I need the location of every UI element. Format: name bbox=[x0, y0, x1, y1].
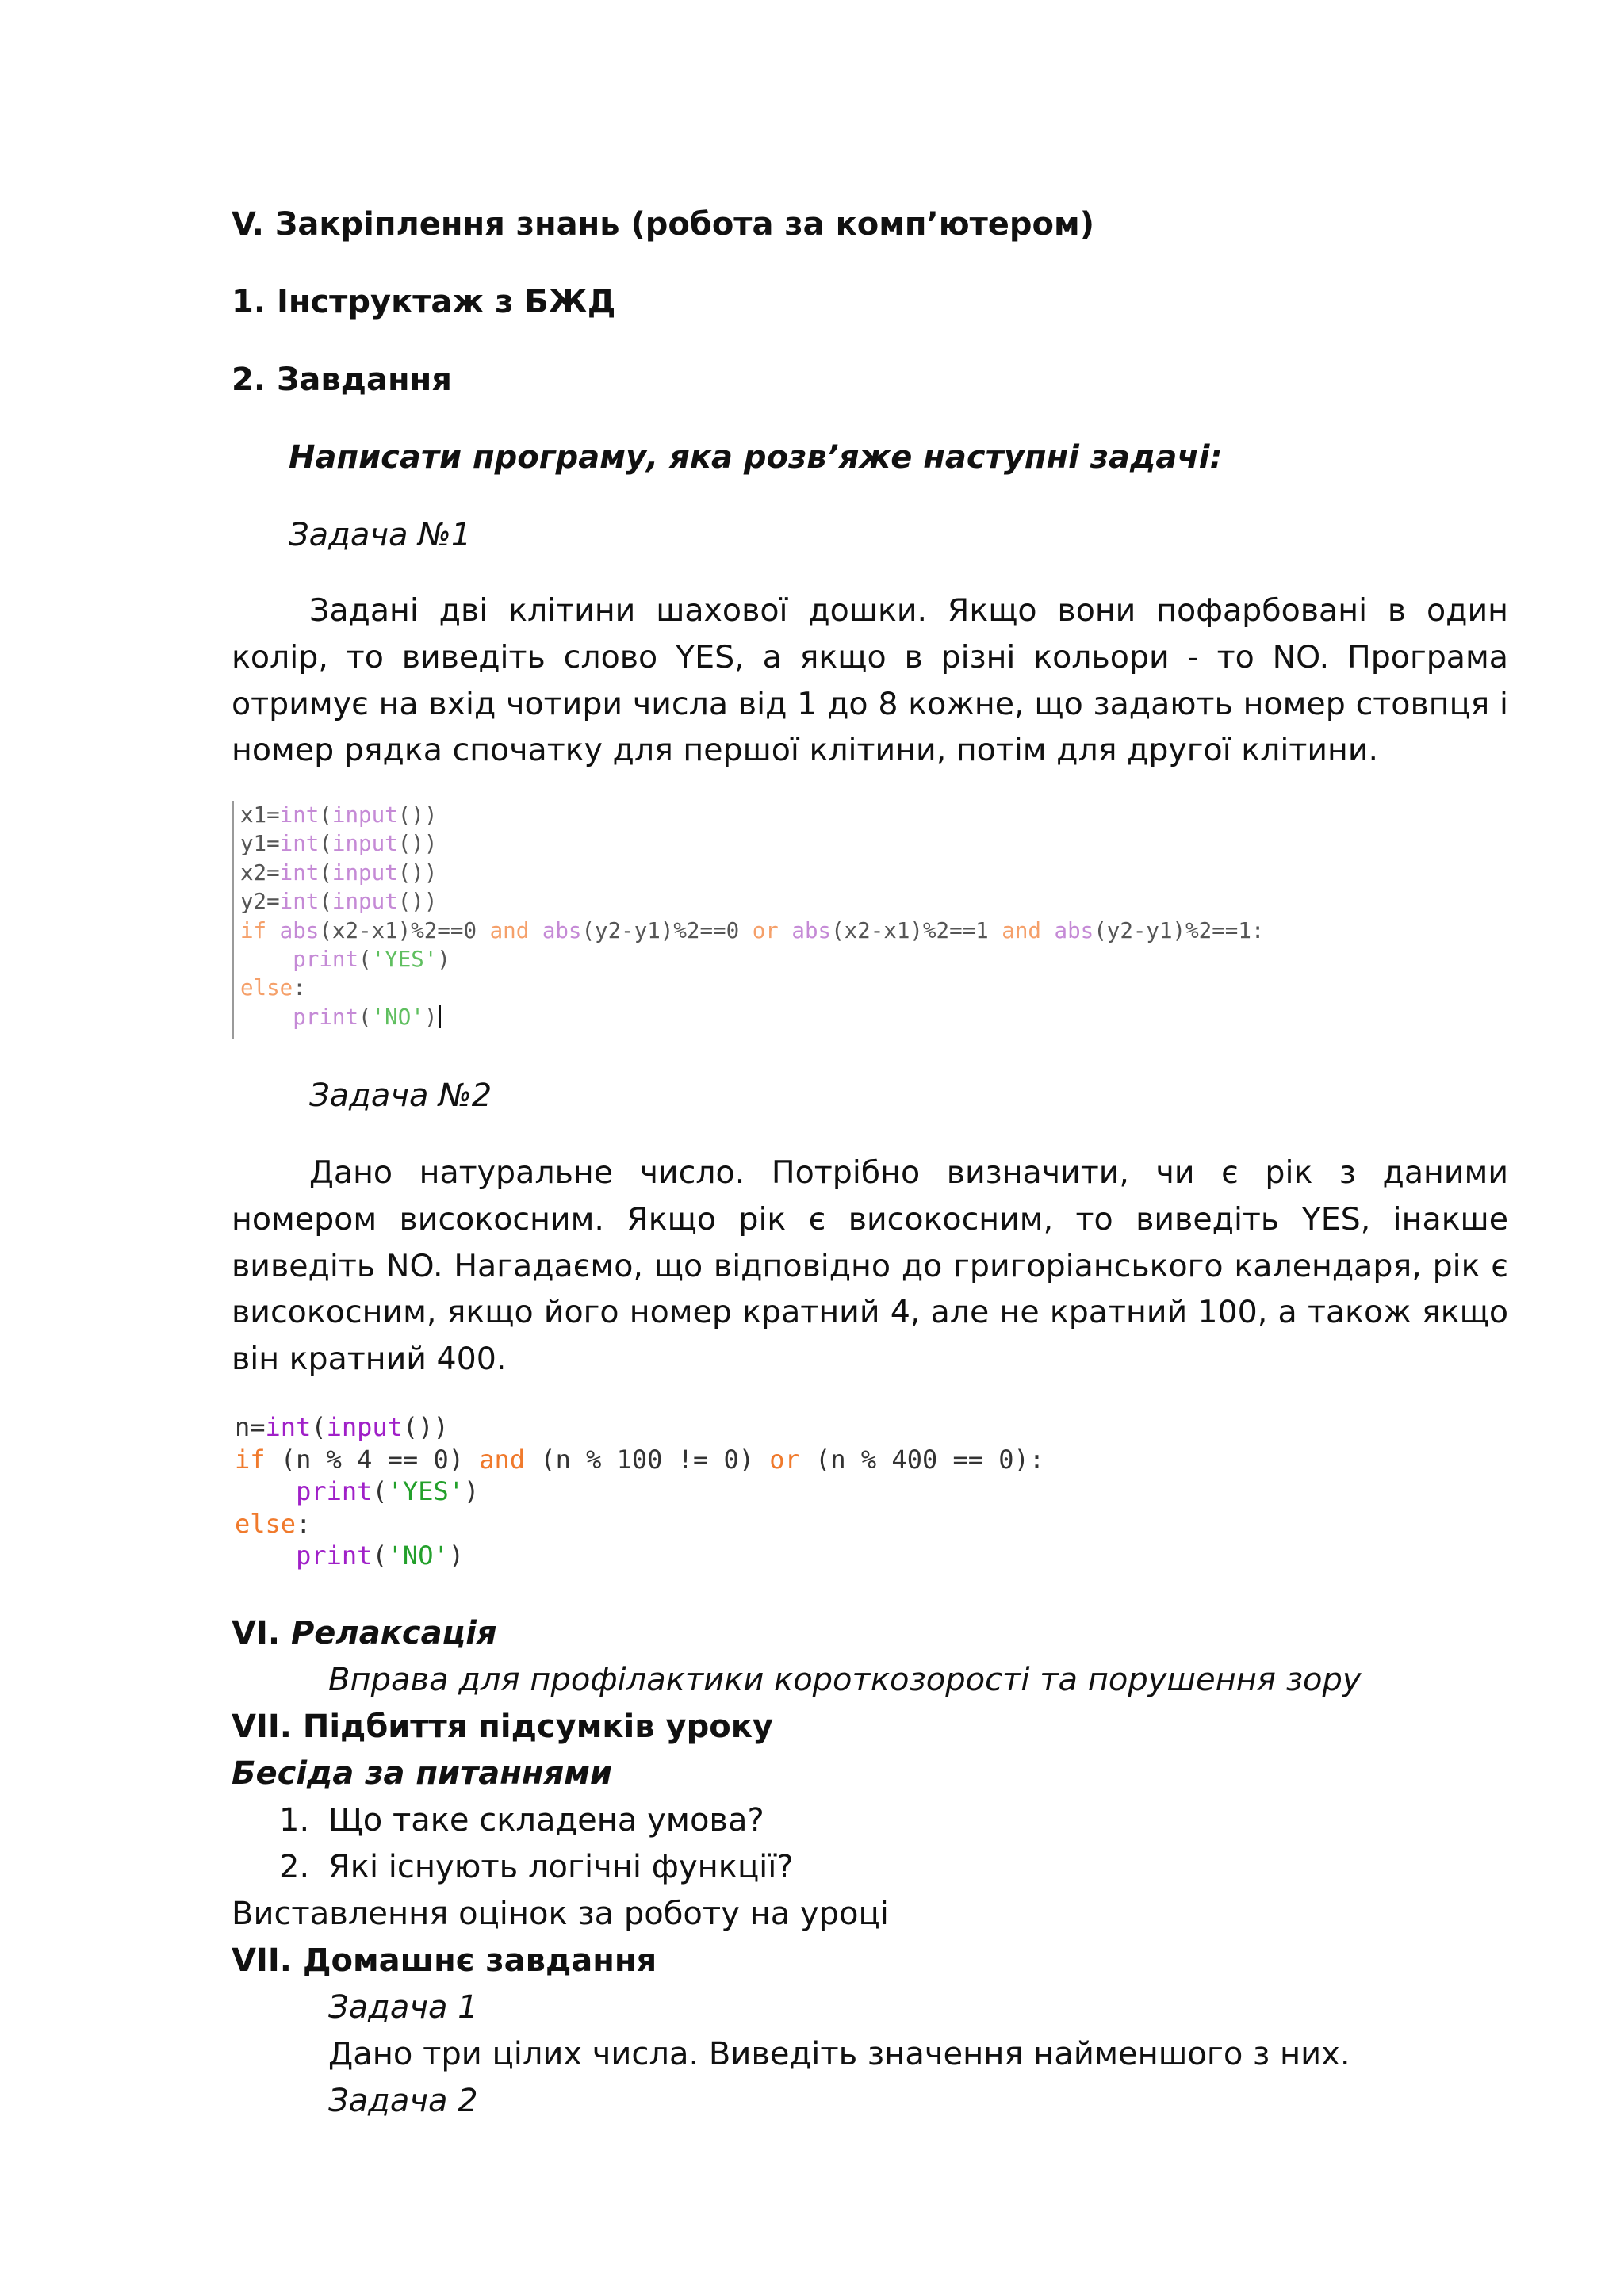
homework-title: VII. Домашнє завдання bbox=[232, 1942, 657, 1979]
task-1-title: Задача №1 bbox=[289, 517, 472, 553]
section-5-title: V. Закріплення знань (робота за комп’ютером) bbox=[232, 206, 1095, 243]
homework-task-2-title: Задача 2 bbox=[328, 2083, 478, 2119]
section-6-title bbox=[232, 1613, 497, 1654]
grading-note: Виставлення оцінок за роботу на уроці bbox=[232, 1896, 889, 1932]
code-line: n=int(input()) bbox=[235, 1412, 449, 1442]
safety-briefing-item: 1. Інструктаж з БЖД bbox=[232, 284, 616, 320]
section-7-title: VII. Підбиття підсумків уроку bbox=[232, 1709, 773, 1745]
text-cursor bbox=[439, 1004, 441, 1028]
code-line: print('NO') bbox=[296, 1540, 464, 1571]
code-line: x1=int(input()) bbox=[240, 802, 438, 828]
code-line: x2=int(input()) bbox=[240, 859, 438, 886]
list-item-text: Що таке складена умова? bbox=[328, 1802, 764, 1839]
code-line: print('YES') bbox=[296, 1476, 480, 1506]
relaxation-exercise: Вправа для профілактики короткозорості та порушення зору bbox=[328, 1662, 1362, 1698]
code-line: else: bbox=[235, 1508, 312, 1539]
tasks-item: 2. Завдання bbox=[232, 362, 452, 398]
list-item-number: 1. bbox=[279, 1802, 310, 1839]
task-2-description: Дано натуральне число. Потрібно визначити, чи є рік з даними номером високосним. Якщо рік є високосним, то виведіть YES, інакше виведіть NO. Нагадаємо, що відповідно до григоріанського календаря, рік є високосним, якщо його номер кратний 4, але не кратний 100, а також якщо він кратний 400. bbox=[232, 1154, 1508, 1378]
task-2-code-block bbox=[235, 1411, 1044, 1572]
list-item bbox=[279, 1846, 794, 1888]
task-instruction: Написати програму, яка розв’яже наступні задачі: bbox=[289, 439, 1223, 476]
task-1-description: Задані дві клітини шахової дошки. Якщо вони пофарбовані в один колір, то виведіть слово YES, а якщо в різні кольори - то NO. Програма отримує на вхід чотири числа від 1 до 8 кожне, що задають номер стовпця і номер рядка спочатку для першої клітини, потім для другої клітини. bbox=[232, 592, 1508, 769]
homework-task-1-title: Задача 1 bbox=[328, 1989, 478, 2026]
list-item bbox=[279, 1800, 764, 1841]
discussion-title: Бесіда за питаннями bbox=[232, 1755, 612, 1792]
list-item-text: Які існують логічні функції? bbox=[328, 1849, 794, 1885]
code-line: y1=int(input()) bbox=[240, 831, 438, 857]
task-2-title: Задача №2 bbox=[309, 1077, 492, 1114]
section-6-numeral: VI. bbox=[232, 1615, 291, 1651]
code-line: if abs(x2-x1)%2==0 and abs(y2-y1)%2==0 or abs(x2-x1)%2==1 and abs(y2-y1)%2==1: bbox=[240, 917, 1265, 943]
code-line: y2=int(input()) bbox=[240, 889, 438, 915]
code-line: print('YES') bbox=[293, 947, 450, 973]
code-line: print('NO') bbox=[240, 1003, 1519, 1031]
code-line: else: bbox=[240, 975, 306, 1001]
homework-task-1-text: Дано три цілих числа. Виведіть значення найменшого з них. bbox=[328, 2036, 1350, 2072]
code-line: if (n % 4 == 0) and (n % 100 != 0) or (n % 400 == 0): bbox=[235, 1444, 1045, 1475]
task-1-code-block bbox=[232, 801, 1519, 1039]
list-item-number: 2. bbox=[279, 1849, 310, 1885]
section-6-label: Релаксація bbox=[290, 1615, 497, 1651]
